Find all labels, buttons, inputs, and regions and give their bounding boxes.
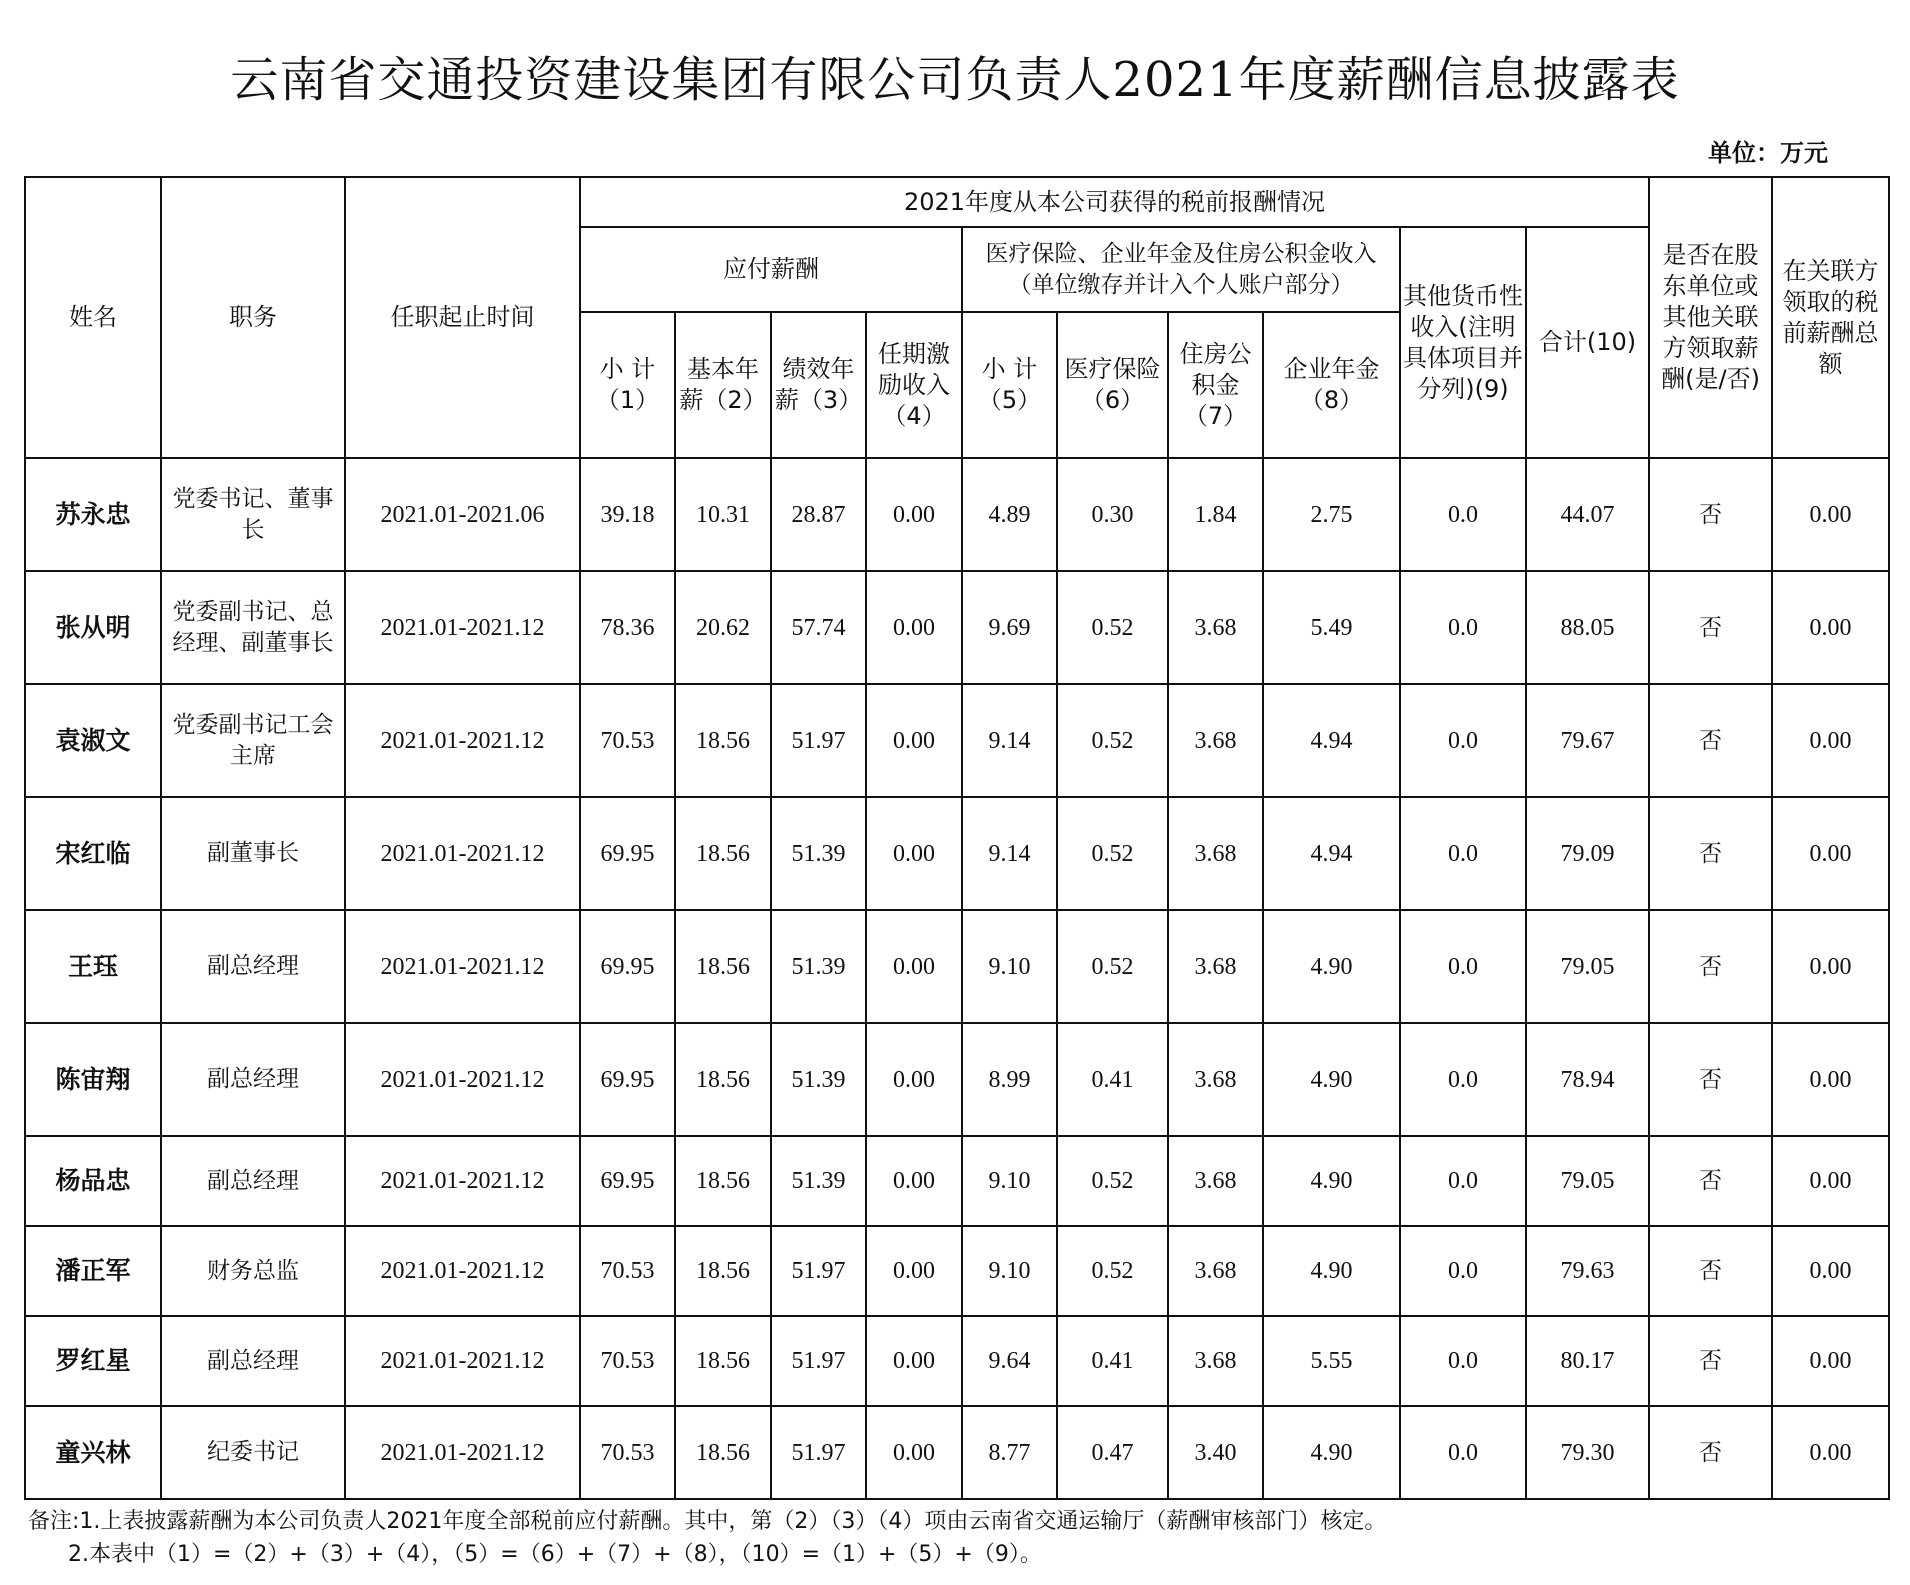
cell-value: 70.53 [580,1316,675,1406]
cell-value: 0.0 [1400,1406,1526,1499]
cell-value: 0.41 [1057,1316,1168,1406]
cell-term: 2021.01-2021.12 [345,1316,580,1406]
cell-value: 79.63 [1526,1226,1649,1316]
cell-value: 1.84 [1168,458,1263,571]
cell-flag: 否 [1649,797,1772,910]
cell-related: 0.00 [1772,571,1889,684]
cell-value: 3.68 [1168,1226,1263,1316]
page-title: 云南省交通投资建设集团有限公司负责人2021年度薪酬信息披露表 [230,52,1680,108]
cell-value: 0.0 [1400,458,1526,571]
cell-value: 10.31 [675,458,771,571]
cell-name: 王珏 [25,910,161,1023]
cell-value: 9.10 [962,910,1057,1023]
cell-value: 9.14 [962,684,1057,797]
cell-post: 党委书记、董事长 [161,458,345,571]
cell-value: 4.90 [1263,1136,1400,1226]
cell-value: 4.90 [1263,1023,1400,1136]
cell-value: 0.52 [1057,797,1168,910]
cell-value: 79.30 [1526,1406,1649,1499]
table-row [25,910,1889,1023]
cell-related: 0.00 [1772,910,1889,1023]
header-payable: 应付薪酬 [580,227,962,312]
header-sub-6: 医疗保险（6） [1057,312,1168,458]
cell-term: 2021.01-2021.12 [345,797,580,910]
cell-term: 2021.01-2021.12 [345,1226,580,1316]
header-total: 合计(10) [1526,227,1649,458]
cell-value: 78.36 [580,571,675,684]
cell-value: 9.14 [962,797,1057,910]
cell-value: 18.56 [675,1136,771,1226]
cell-value: 8.99 [962,1023,1057,1136]
table-row [25,1406,1889,1499]
cell-value: 69.95 [580,1136,675,1226]
cell-name: 宋红临 [25,797,161,910]
cell-related: 0.00 [1772,458,1889,571]
cell-value: 3.68 [1168,684,1263,797]
cell-value: 0.47 [1057,1406,1168,1499]
notes [28,1505,1386,1571]
cell-value: 0.00 [866,1316,962,1406]
cell-value: 69.95 [580,1023,675,1136]
cell-value: 4.90 [1263,1226,1400,1316]
header-other: 其他货币性收入(注明具体项目并分列)(9) [1400,227,1526,458]
cell-value: 0.00 [866,458,962,571]
cell-value: 51.97 [771,1406,866,1499]
cell-value: 3.68 [1168,1023,1263,1136]
cell-related: 0.00 [1772,1136,1889,1226]
cell-flag: 否 [1649,571,1772,684]
cell-value: 0.00 [866,1226,962,1316]
cell-term: 2021.01-2021.12 [345,684,580,797]
cell-name: 罗红星 [25,1316,161,1406]
cell-value: 9.10 [962,1136,1057,1226]
cell-term: 2021.01-2021.12 [345,910,580,1023]
cell-value: 5.55 [1263,1316,1400,1406]
cell-value: 51.97 [771,1316,866,1406]
cell-value: 0.0 [1400,1226,1526,1316]
cell-value: 20.62 [675,571,771,684]
cell-name: 苏永忠 [25,458,161,571]
cell-flag: 否 [1649,910,1772,1023]
table-row [25,1316,1889,1406]
cell-term: 2021.01-2021.06 [345,458,580,571]
cell-related: 0.00 [1772,1226,1889,1316]
cell-value: 4.89 [962,458,1057,571]
table-row [25,1226,1889,1316]
cell-value: 0.52 [1057,910,1168,1023]
cell-value: 18.56 [675,797,771,910]
cell-value: 0.0 [1400,1023,1526,1136]
cell-value: 0.41 [1057,1023,1168,1136]
cell-value: 28.87 [771,458,866,571]
cell-flag: 否 [1649,684,1772,797]
cell-post: 党委副书记工会主席 [161,684,345,797]
header-sub-4: 任期激励收入（4） [866,312,962,458]
cell-name: 陈宙翔 [25,1023,161,1136]
cell-value: 0.0 [1400,571,1526,684]
cell-value: 51.97 [771,1226,866,1316]
cell-term: 2021.01-2021.12 [345,1406,580,1499]
cell-value: 70.53 [580,684,675,797]
cell-value: 0.30 [1057,458,1168,571]
cell-value: 0.52 [1057,571,1168,684]
cell-value: 0.00 [866,1136,962,1226]
cell-value: 57.74 [771,571,866,684]
cell-flag: 否 [1649,1023,1772,1136]
cell-value: 9.10 [962,1226,1057,1316]
cell-value: 0.52 [1057,684,1168,797]
cell-value: 0.0 [1400,1136,1526,1226]
cell-term: 2021.01-2021.12 [345,571,580,684]
cell-value: 79.05 [1526,910,1649,1023]
cell-name: 张从明 [25,571,161,684]
cell-flag: 否 [1649,1226,1772,1316]
cell-flag: 否 [1649,458,1772,571]
cell-value: 70.53 [580,1226,675,1316]
cell-value: 0.00 [866,1023,962,1136]
cell-post: 副总经理 [161,1316,345,1406]
cell-value: 0.00 [866,684,962,797]
cell-value: 2.75 [1263,458,1400,571]
cell-value: 88.05 [1526,571,1649,684]
cell-value: 3.40 [1168,1406,1263,1499]
cell-post: 纪委书记 [161,1406,345,1499]
cell-value: 18.56 [675,1316,771,1406]
cell-value: 79.09 [1526,797,1649,910]
cell-value: 3.68 [1168,910,1263,1023]
cell-value: 18.56 [675,1023,771,1136]
cell-value: 79.05 [1526,1136,1649,1226]
salary-table [24,176,1890,1500]
cell-value: 44.07 [1526,458,1649,571]
header-sub-1: 小 计（1） [580,312,675,458]
cell-post: 副总经理 [161,1136,345,1226]
cell-value: 80.17 [1526,1316,1649,1406]
cell-flag: 否 [1649,1316,1772,1406]
cell-flag: 否 [1649,1136,1772,1226]
cell-value: 18.56 [675,1406,771,1499]
cell-value: 0.00 [866,797,962,910]
table-row [25,571,1889,684]
cell-value: 51.39 [771,1023,866,1136]
cell-post: 副总经理 [161,910,345,1023]
cell-value: 0.00 [866,910,962,1023]
unit-label: 单位：万元 [1708,139,1828,167]
cell-value: 0.00 [866,571,962,684]
cell-related: 0.00 [1772,797,1889,910]
cell-value: 3.68 [1168,571,1263,684]
cell-term: 2021.01-2021.12 [345,1136,580,1226]
cell-value: 3.68 [1168,797,1263,910]
cell-value: 69.95 [580,910,675,1023]
cell-name: 杨品忠 [25,1136,161,1226]
cell-value: 4.90 [1263,1406,1400,1499]
cell-related: 0.00 [1772,1023,1889,1136]
cell-value: 0.0 [1400,797,1526,910]
cell-value: 0.52 [1057,1226,1168,1316]
cell-value: 3.68 [1168,1316,1263,1406]
cell-value: 8.77 [962,1406,1057,1499]
cell-value: 51.97 [771,684,866,797]
cell-value: 79.67 [1526,684,1649,797]
cell-value: 4.90 [1263,910,1400,1023]
cell-value: 9.64 [962,1316,1057,1406]
cell-value: 18.56 [675,684,771,797]
cell-related: 0.00 [1772,1406,1889,1499]
cell-post: 党委副书记、总经理、副董事长 [161,571,345,684]
header-term: 任职起止时间 [345,177,580,458]
cell-related: 0.00 [1772,684,1889,797]
table-row [25,458,1889,571]
cell-value: 0.52 [1057,1136,1168,1226]
header-sub-7: 住房公积金（7） [1168,312,1263,458]
cell-value: 18.56 [675,910,771,1023]
cell-value: 18.56 [675,1226,771,1316]
cell-value: 51.39 [771,910,866,1023]
header-post: 职务 [161,177,345,458]
cell-term: 2021.01-2021.12 [345,1023,580,1136]
table-body [25,458,1889,1499]
cell-value: 70.53 [580,1406,675,1499]
header-sub-8: 企业年金（8） [1263,312,1400,458]
table-row [25,1136,1889,1226]
cell-name: 童兴林 [25,1406,161,1499]
header-sub-5: 小 计（5） [962,312,1057,458]
cell-value: 51.39 [771,797,866,910]
cell-post: 副总经理 [161,1023,345,1136]
header-sub-2: 基本年薪（2） [675,312,771,458]
cell-value: 0.00 [866,1406,962,1499]
header-sub-3: 绩效年薪（3） [771,312,866,458]
header-name: 姓名 [25,177,161,458]
table-header [25,177,1889,458]
cell-value: 69.95 [580,797,675,910]
cell-value: 0.0 [1400,684,1526,797]
header-insurance: 医疗保险、企业年金及住房公积金收入（单位缴存并计入个人账户部分） [962,227,1400,312]
cell-value: 0.0 [1400,910,1526,1023]
cell-flag: 否 [1649,1406,1772,1499]
cell-post: 副董事长 [161,797,345,910]
header-related-amount: 在关联方领取的税前薪酬总额 [1772,177,1889,458]
table-row [25,797,1889,910]
note-1: 备注:1.上表披露薪酬为本公司负责人2021年度全部税前应付薪酬。其中，第（2）（3）（4）项由云南省交通运输厅（薪酬审核部门）核定。 [28,1509,1387,1534]
table-row [25,684,1889,797]
cell-value: 0.0 [1400,1316,1526,1406]
cell-value: 4.94 [1263,684,1400,797]
header-related-flag: 是否在股东单位或其他关联方领取薪酬(是/否) [1649,177,1772,458]
cell-value: 4.94 [1263,797,1400,910]
cell-related: 0.00 [1772,1316,1889,1406]
cell-value: 51.39 [771,1136,866,1226]
cell-post: 财务总监 [161,1226,345,1316]
cell-value: 5.49 [1263,571,1400,684]
cell-value: 9.69 [962,571,1057,684]
note-2: 2.本表中（1）=（2）+（3）+（4），（5）=（6）+（7）+（8），（10）=（1）+（5）+（9）。 [68,1542,1042,1567]
cell-name: 袁淑文 [25,684,161,797]
header-group: 2021年度从本公司获得的税前报酬情况 [580,177,1649,227]
cell-value: 78.94 [1526,1023,1649,1136]
table-row [25,1023,1889,1136]
cell-value: 3.68 [1168,1136,1263,1226]
cell-value: 39.18 [580,458,675,571]
cell-name: 潘正军 [25,1226,161,1316]
